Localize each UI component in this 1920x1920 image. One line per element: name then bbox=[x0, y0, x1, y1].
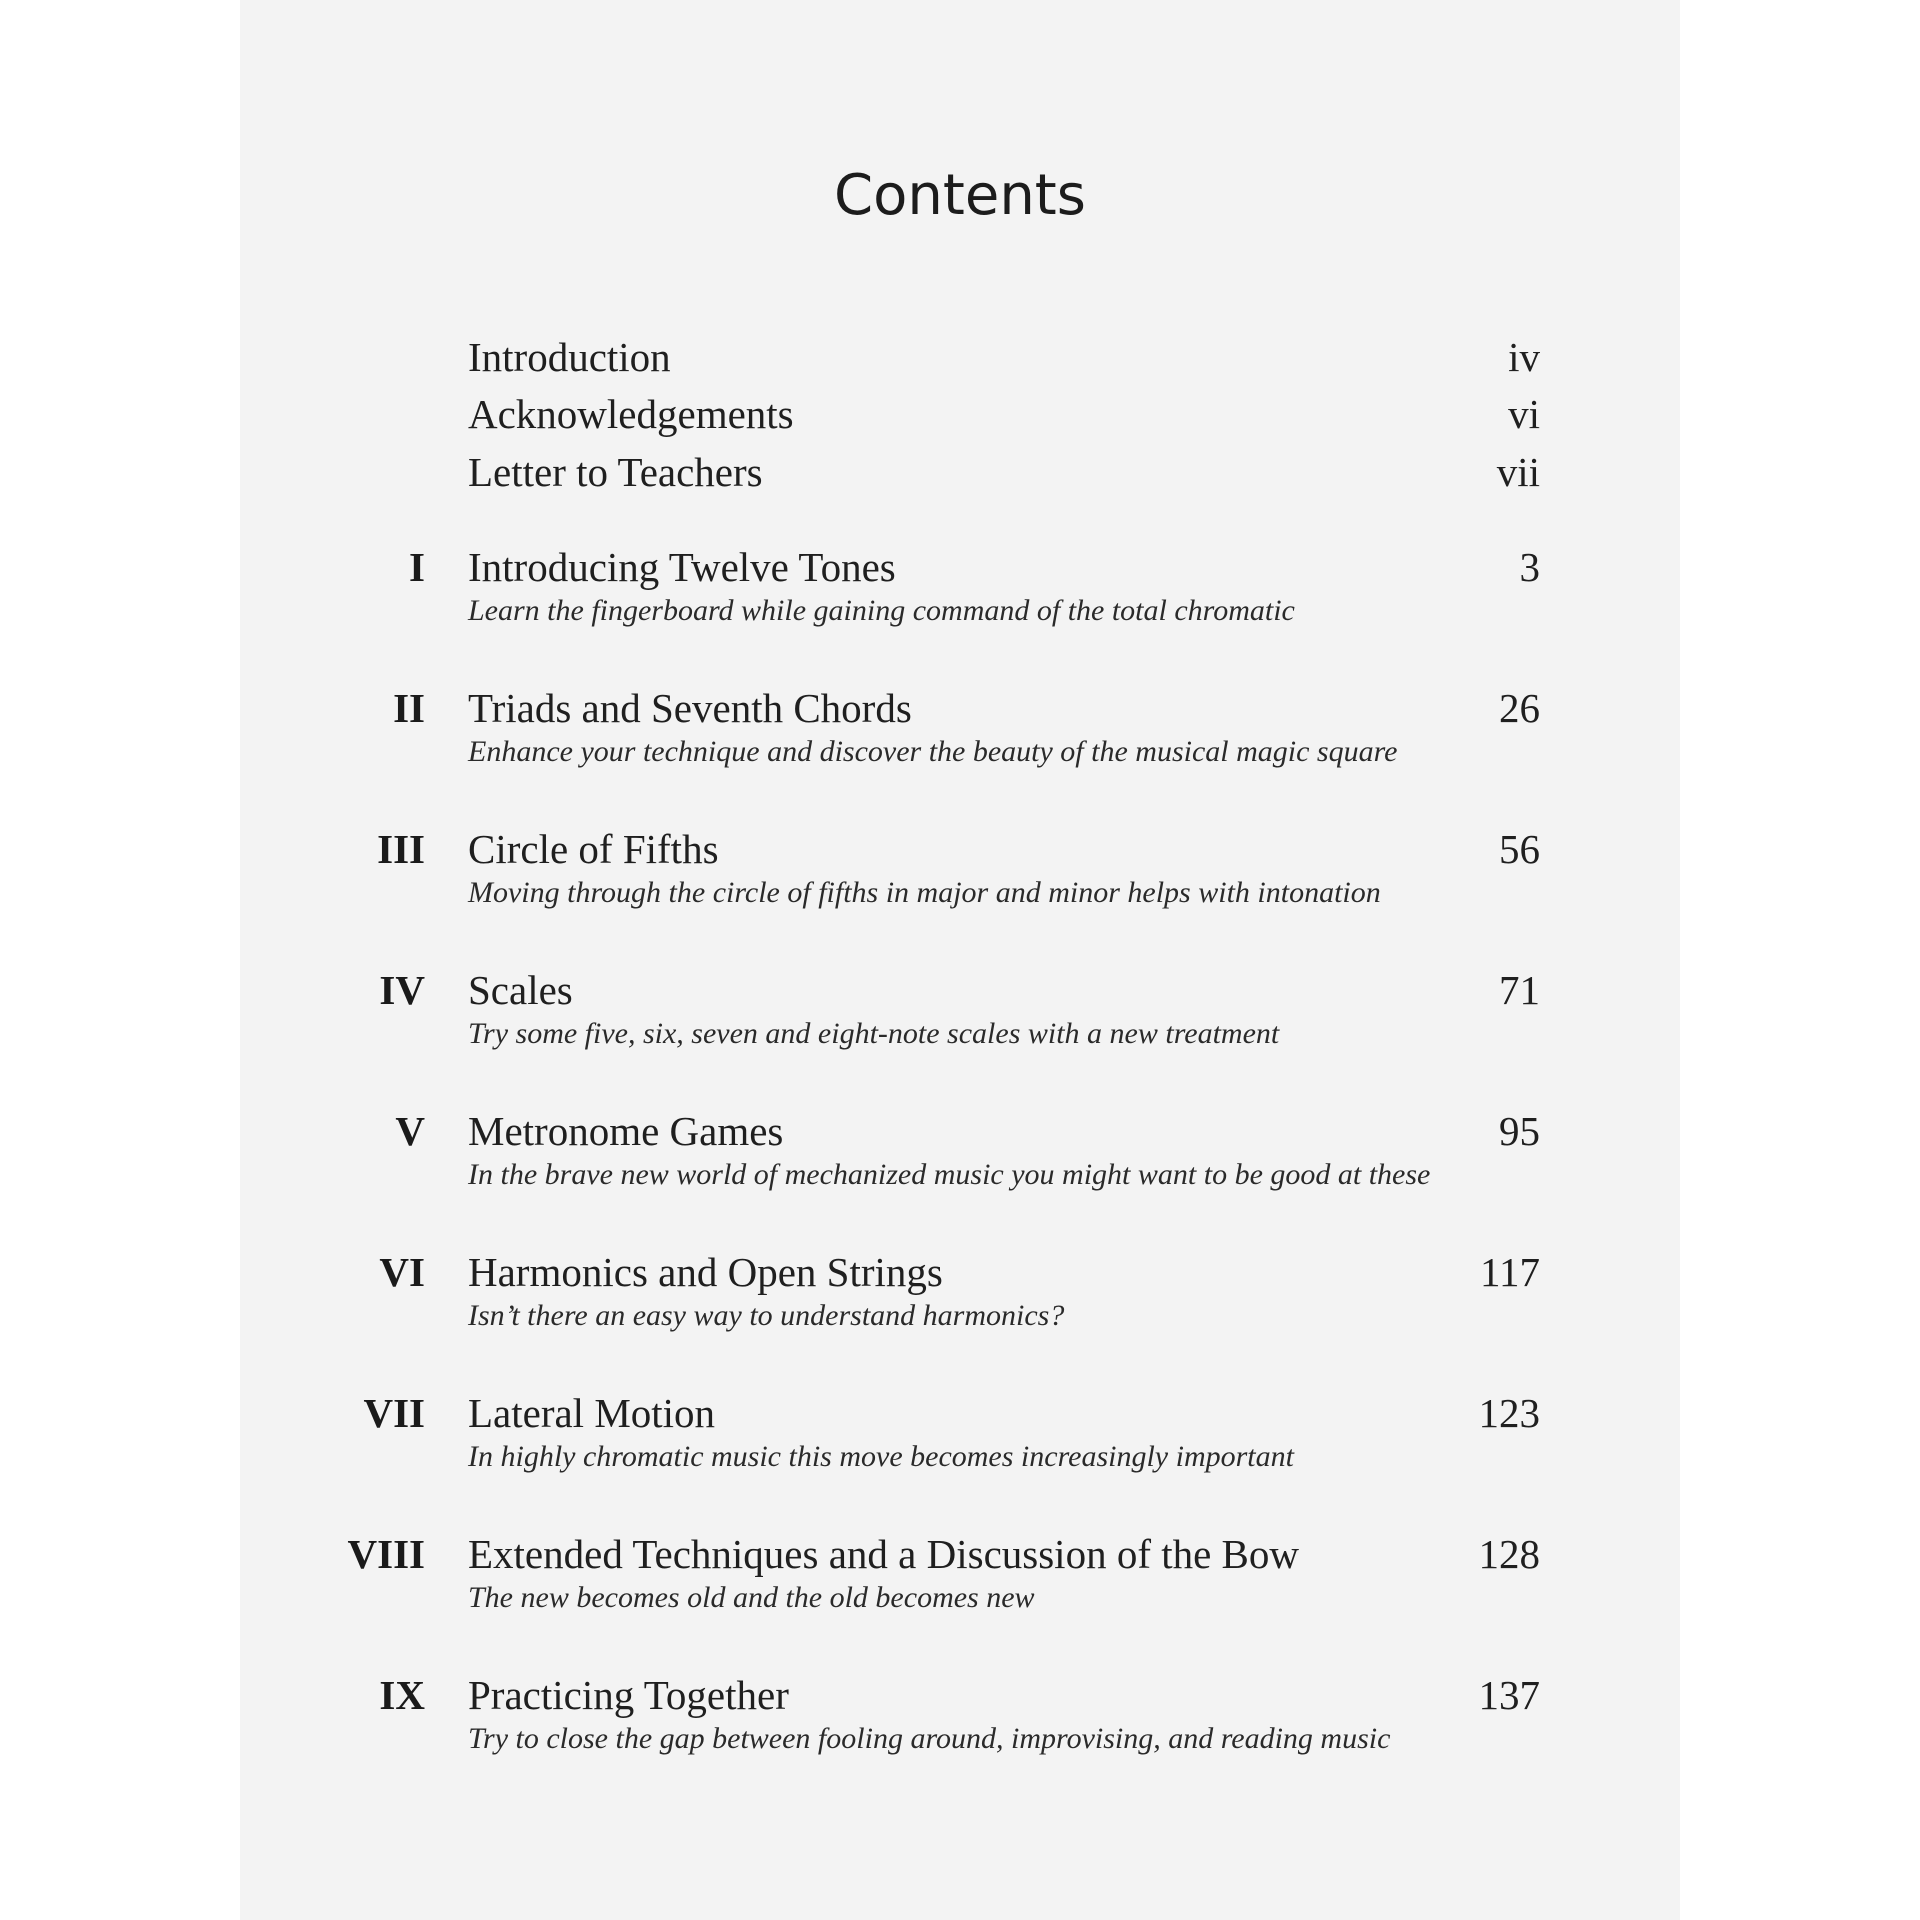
chapter-number: VI bbox=[379, 1249, 425, 1295]
chapter-number: II bbox=[393, 685, 425, 731]
chapter-entry[interactable] bbox=[240, 539, 1680, 649]
chapter-subtitle: Try some five, six, seven and eight-note scales with a new treatment bbox=[468, 1017, 1280, 1050]
chapter-page: 128 bbox=[1478, 1531, 1540, 1577]
chapter-subtitle: Enhance your technique and discover the beauty of the musical magic square bbox=[468, 735, 1398, 768]
chapter-title: Circle of Fifths bbox=[468, 826, 719, 872]
chapter-title: Introducing Twelve Tones bbox=[468, 544, 896, 590]
chapter-number: I bbox=[409, 544, 425, 590]
chapter-subtitle: In the brave new world of mechanized music you might want to be good at these bbox=[468, 1158, 1431, 1191]
chapter-number: V bbox=[395, 1108, 425, 1154]
chapter-number: VIII bbox=[347, 1531, 425, 1577]
chapter-entry[interactable] bbox=[240, 1244, 1680, 1354]
chapter-number: IV bbox=[379, 967, 425, 1013]
chapter-page: 56 bbox=[1499, 826, 1540, 872]
front-matter-entry[interactable] bbox=[240, 329, 1680, 385]
chapter-page: 117 bbox=[1480, 1249, 1540, 1295]
front-matter-label: Acknowledgements bbox=[468, 391, 794, 437]
chapter-entry[interactable] bbox=[240, 1103, 1680, 1213]
chapter-page: 3 bbox=[1519, 544, 1540, 590]
chapter-entry[interactable] bbox=[240, 1385, 1680, 1495]
book-page bbox=[240, 0, 1680, 1920]
chapter-entry[interactable] bbox=[240, 962, 1680, 1072]
chapter-entry[interactable] bbox=[240, 821, 1680, 931]
front-matter-page: vi bbox=[1508, 391, 1540, 437]
page-title: Contents bbox=[834, 163, 1086, 228]
chapter-entry[interactable] bbox=[240, 1526, 1680, 1636]
chapter-title: Lateral Motion bbox=[468, 1390, 716, 1436]
chapter-title: Triads and Seventh Chords bbox=[468, 685, 912, 731]
chapter-number: IX bbox=[379, 1672, 425, 1718]
chapter-page: 123 bbox=[1478, 1390, 1540, 1436]
chapter-subtitle: Learn the fingerboard while gaining command of the total chromatic bbox=[468, 594, 1295, 627]
chapter-number: III bbox=[377, 826, 425, 872]
front-matter-label: Letter to Teachers bbox=[468, 449, 763, 495]
chapter-title: Practicing Together bbox=[468, 1672, 789, 1718]
chapter-entry[interactable] bbox=[240, 680, 1680, 790]
chapter-title: Metronome Games bbox=[468, 1108, 784, 1154]
chapter-entry[interactable] bbox=[240, 1667, 1680, 1777]
chapter-title: Scales bbox=[468, 967, 573, 1013]
chapter-page: 95 bbox=[1499, 1108, 1540, 1154]
front-matter-entry[interactable] bbox=[240, 444, 1680, 500]
front-matter-label: Introduction bbox=[468, 334, 671, 380]
chapter-subtitle: Isn’t there an easy way to understand harmonics? bbox=[468, 1299, 1065, 1332]
chapter-page: 71 bbox=[1499, 967, 1540, 1013]
chapter-title: Harmonics and Open Strings bbox=[468, 1249, 943, 1295]
chapter-page: 137 bbox=[1478, 1672, 1540, 1718]
front-matter-entry[interactable] bbox=[240, 386, 1680, 442]
front-matter-page: iv bbox=[1508, 334, 1540, 380]
chapter-number: VII bbox=[363, 1390, 425, 1436]
chapter-subtitle: The new becomes old and the old becomes new bbox=[468, 1581, 1035, 1614]
chapter-subtitle: In highly chromatic music this move becomes increasingly important bbox=[468, 1440, 1294, 1473]
chapter-subtitle: Moving through the circle of fifths in major and minor helps with intonation bbox=[468, 876, 1381, 909]
chapter-title: Extended Techniques and a Discussion of the Bow bbox=[468, 1531, 1300, 1577]
chapter-subtitle: Try to close the gap between fooling around, improvising, and reading music bbox=[468, 1722, 1391, 1755]
chapter-page: 26 bbox=[1499, 685, 1540, 731]
front-matter-page: vii bbox=[1496, 449, 1540, 495]
